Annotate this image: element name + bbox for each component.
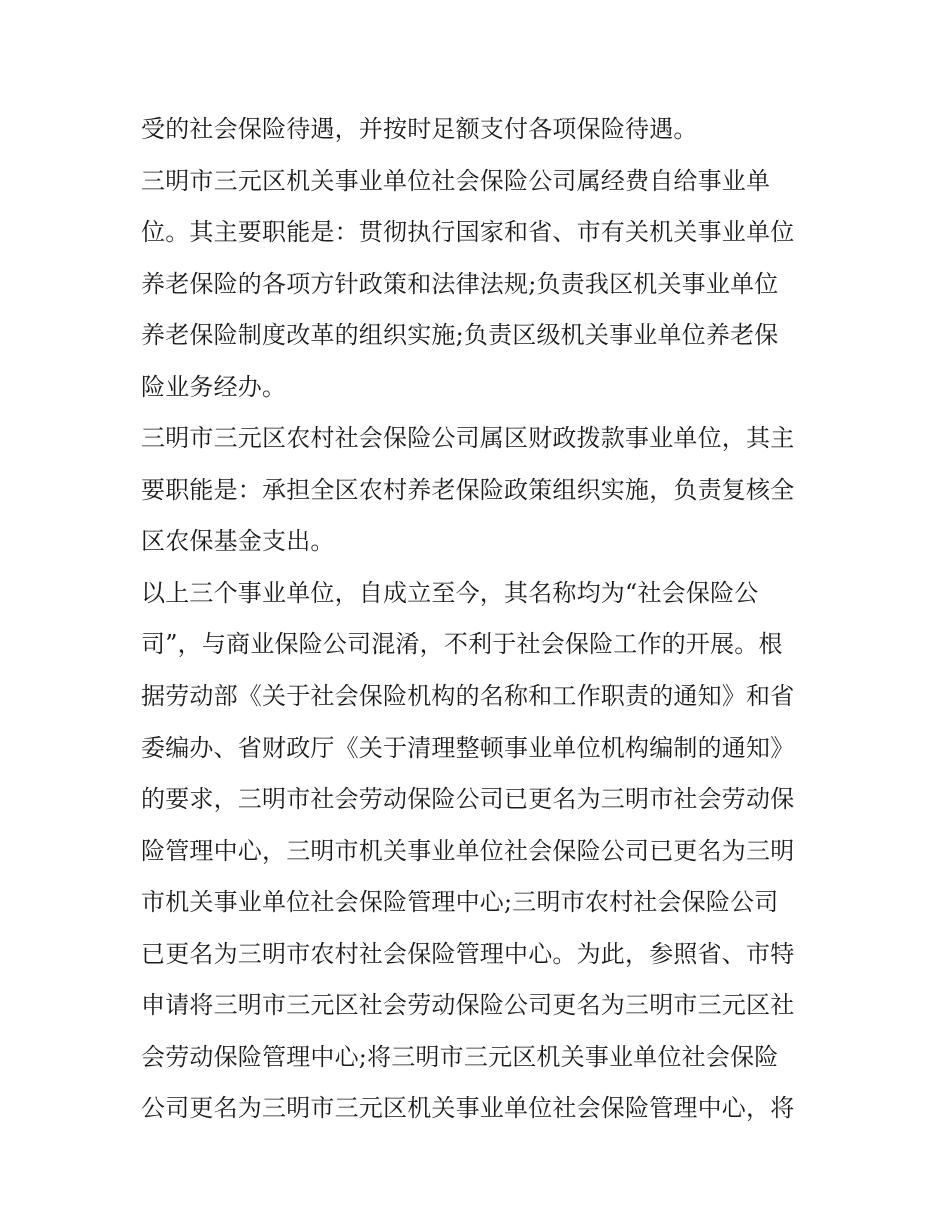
- text-line: 申请将三明市三元区社会劳动保险公司更名为三明市三元区社: [141, 991, 795, 1020]
- text-line: 会劳动保险管理中心;将三明市三元区机关事业单位社会保险: [141, 1042, 779, 1071]
- text-line: 司”，与商业保险公司混淆，不利于社会保险工作的开展。根: [141, 630, 783, 659]
- text-line: 公司更名为三明市三元区机关事业单位社会保险管理中心，将: [141, 1094, 795, 1123]
- text-line: 养老保险制度改革的组织实施;负责区级机关事业单位养老保: [141, 321, 779, 350]
- text-line: 据劳动部《关于社会保险机构的名称和工作职责的通知》和省: [141, 682, 795, 711]
- document-body: [141, 109, 821, 1140]
- text-line: 委编办、省财政厅《关于清理整顿事业单位机构编制的通知》: [141, 733, 795, 762]
- text-line: 险管理中心，三明市机关事业单位社会保险公司已更名为三明: [141, 836, 795, 865]
- text-line: 的要求，三明市社会劳动保险公司已更名为三明市社会劳动保: [141, 785, 795, 814]
- text-line: 要职能是：承担全区农村养老保险政策组织实施，负责复核全: [141, 475, 795, 504]
- text-line: 受的社会保险待遇，并按时足额支付各项保险待遇。: [141, 115, 698, 143]
- text-line: 三明市三元区机关事业单位社会保险公司属经费自给事业单: [141, 166, 771, 195]
- text-line: 位。其主要职能是：贯彻执行国家和省、市有关机关事业单位: [141, 218, 795, 247]
- text-line: 险业务经办。: [141, 372, 287, 401]
- text-line: 三明市三元区农村社会保险公司属区财政拨款事业单位，其主: [141, 424, 795, 453]
- text-line: 已更名为三明市农村社会保险管理中心。为此，参照省、市特: [141, 939, 795, 968]
- text-line: 以上三个事业单位，自成立至今，其名称均为“社会保险公: [141, 578, 759, 607]
- text-line: 市机关事业单位社会保险管理中心;三明市农村社会保险公司: [141, 888, 779, 917]
- text-line: 区农保基金支出。: [141, 527, 335, 556]
- text-line: 养老保险的各项方针政策和法律法规;负责我区机关事业单位: [141, 269, 779, 298]
